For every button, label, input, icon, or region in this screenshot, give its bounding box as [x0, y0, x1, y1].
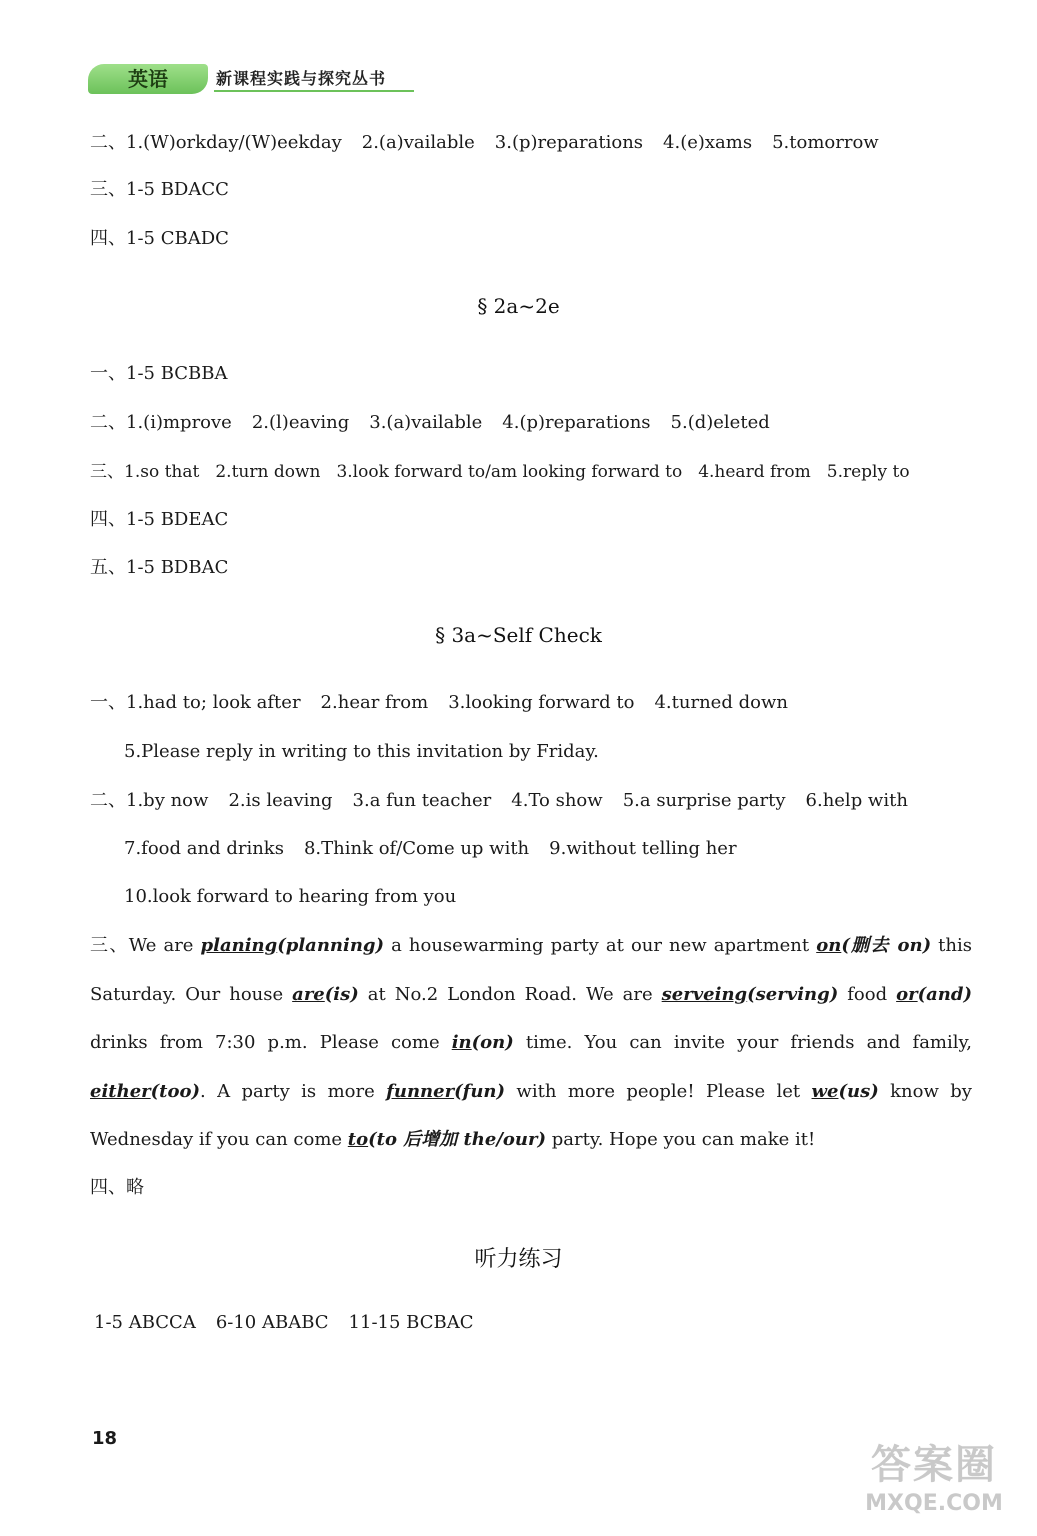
answer-item: 9.without telling her	[549, 838, 737, 859]
error-word: funner	[386, 1080, 455, 1102]
answer-item: 4.To show	[511, 790, 603, 811]
answer-line	[90, 227, 249, 251]
question-label: 三、	[90, 462, 124, 482]
error-word: we	[811, 1080, 839, 1102]
answer-item: 4.(e)xams	[663, 132, 753, 153]
question-label: 四、	[90, 509, 126, 530]
answer-line	[90, 178, 249, 202]
text-segment: time. You can invite your friends and family,	[513, 1032, 973, 1053]
answer-item: 5.reply to	[826, 462, 910, 482]
text-segment: We are	[128, 935, 201, 956]
correction: (删去 on)	[841, 935, 932, 956]
answer-item: 2.turn down	[215, 462, 321, 482]
text-segment: at No.2 London Road. We are	[358, 983, 662, 1005]
correction: (planning)	[277, 935, 385, 956]
question-label: 三、	[90, 179, 126, 200]
text-segment: party. Hope you can make it!	[546, 1129, 816, 1150]
answer-line	[90, 691, 808, 715]
series-title: 新课程实践与探究丛书	[216, 69, 387, 88]
error-word: either	[90, 1080, 151, 1102]
answer-item: 5.(d)eleted	[670, 412, 770, 433]
question-label: 五、	[90, 557, 126, 578]
answer-item: 8.Think of/Come up with	[303, 838, 530, 859]
answer-item: 3.(p)reparations	[494, 132, 644, 153]
section-title-listening: 听力练习	[474, 1247, 563, 1272]
answer-item: 6.help with	[805, 790, 908, 811]
answer-item: 10.look forward to hearing from you	[124, 886, 457, 907]
watermark-text: 答案圈	[871, 1442, 997, 1488]
answer-item: 1.by now	[126, 790, 209, 811]
answer-item: 4.turned down	[654, 692, 788, 713]
error-word: or	[896, 983, 918, 1005]
correction: (serving)	[747, 983, 839, 1005]
text-segment: this Saturday. Our house	[90, 935, 973, 1005]
answer-line	[124, 885, 476, 909]
answer-item: 4.(p)reparations	[502, 412, 651, 433]
answer-item: 4.heard from	[698, 462, 811, 482]
answer-line	[94, 1311, 494, 1335]
question-label: 一、	[90, 692, 126, 713]
answer-line	[90, 556, 248, 580]
header-underline	[214, 90, 414, 92]
text-segment: food	[838, 983, 897, 1005]
answer-item: 1.so that	[124, 462, 200, 482]
text-segment: a housewarming party at our new apartment	[384, 935, 817, 956]
watermark-logo	[839, 1440, 1029, 1530]
answer-item: 5.Please reply in writing to this invitation by Friday.	[124, 741, 599, 762]
answer-item: 11-15 BCBAC	[348, 1312, 474, 1333]
error-word: planing	[200, 935, 278, 956]
answer-item: 1.(W)orkday/(W)eekday	[126, 132, 342, 153]
answer-item: 6-10 ABABC	[215, 1312, 329, 1333]
question-label: 四、	[90, 1177, 126, 1198]
answer-item: 1-5 BDBAC	[126, 557, 229, 578]
answer-item: 2.(l)eaving	[251, 412, 350, 433]
answer-line	[90, 508, 248, 532]
answer-item: 1-5 BDEAC	[126, 509, 229, 530]
correction: (is)	[324, 983, 359, 1005]
answer-item: 5.tomorrow	[772, 132, 879, 153]
error-word: on	[816, 935, 842, 956]
answer-line	[90, 789, 928, 813]
answer-line	[90, 131, 899, 155]
answer-line	[90, 411, 790, 435]
error-word: in	[451, 1032, 472, 1053]
answer-item: 1-5 CBADC	[126, 228, 229, 249]
answer-item: 3.looking forward to	[448, 692, 635, 713]
text-segment: drinks from 7:30 p.m. Please come	[90, 1032, 452, 1053]
correction: (to 后增加 the/our)	[368, 1129, 547, 1150]
answer-line	[90, 362, 248, 386]
answer-line	[124, 740, 619, 764]
answer-item: 1.had to; look after	[126, 692, 301, 713]
error-word: to	[347, 1129, 369, 1150]
error-correction-paragraph	[90, 922, 972, 1165]
answer-item: 略	[126, 1177, 144, 1198]
answer-item: 2.is leaving	[228, 790, 333, 811]
error-word: serveing	[661, 983, 748, 1005]
question-label: 三、	[90, 935, 129, 956]
answer-item: 1-5 BDACC	[126, 179, 229, 200]
subject-badge: 英语	[88, 64, 208, 94]
answer-item: 2.hear from	[320, 692, 429, 713]
section-title-3a-self-check: § 3a~Self Check	[435, 623, 602, 647]
question-label: 四、	[90, 228, 126, 249]
watermark-url: MXQE.COM	[865, 1491, 1003, 1516]
answer-item: 1-5 BCBBA	[126, 363, 228, 384]
question-label: 二、	[90, 790, 126, 811]
correction: (fun)	[454, 1080, 506, 1102]
answer-item: 3.(a)vailable	[369, 412, 483, 433]
text-segment: . A party is more	[200, 1080, 387, 1102]
answer-item: 1.(i)mprove	[126, 412, 232, 433]
answer-item: 2.(a)vailable	[361, 132, 475, 153]
question-label: 二、	[90, 132, 126, 153]
question-label: 二、	[90, 412, 126, 433]
answer-line	[90, 460, 910, 484]
answer-item: 7.food and drinks	[124, 838, 284, 859]
answer-line	[124, 837, 757, 861]
answer-item: 3.a fun teacher	[352, 790, 492, 811]
answer-item: 5.a surprise party	[622, 790, 786, 811]
page-header	[88, 62, 418, 96]
error-word: are	[292, 983, 325, 1005]
answer-line	[90, 1176, 164, 1200]
text-segment: with more people! Please let	[505, 1080, 812, 1102]
page-number: 18	[92, 1428, 118, 1449]
correction: (us)	[838, 1080, 879, 1102]
correction: (and)	[917, 983, 972, 1005]
correction: (too)	[150, 1080, 200, 1102]
section-title-2a-2e: § 2a~2e	[477, 294, 560, 318]
answer-item: 1-5 ABCCA	[94, 1312, 196, 1333]
answer-item: 3.look forward to/am looking forward to	[336, 462, 683, 482]
text-segment: know by Wednesday if you can come	[90, 1080, 972, 1150]
correction: (on)	[471, 1032, 514, 1053]
question-label: 一、	[90, 363, 126, 384]
